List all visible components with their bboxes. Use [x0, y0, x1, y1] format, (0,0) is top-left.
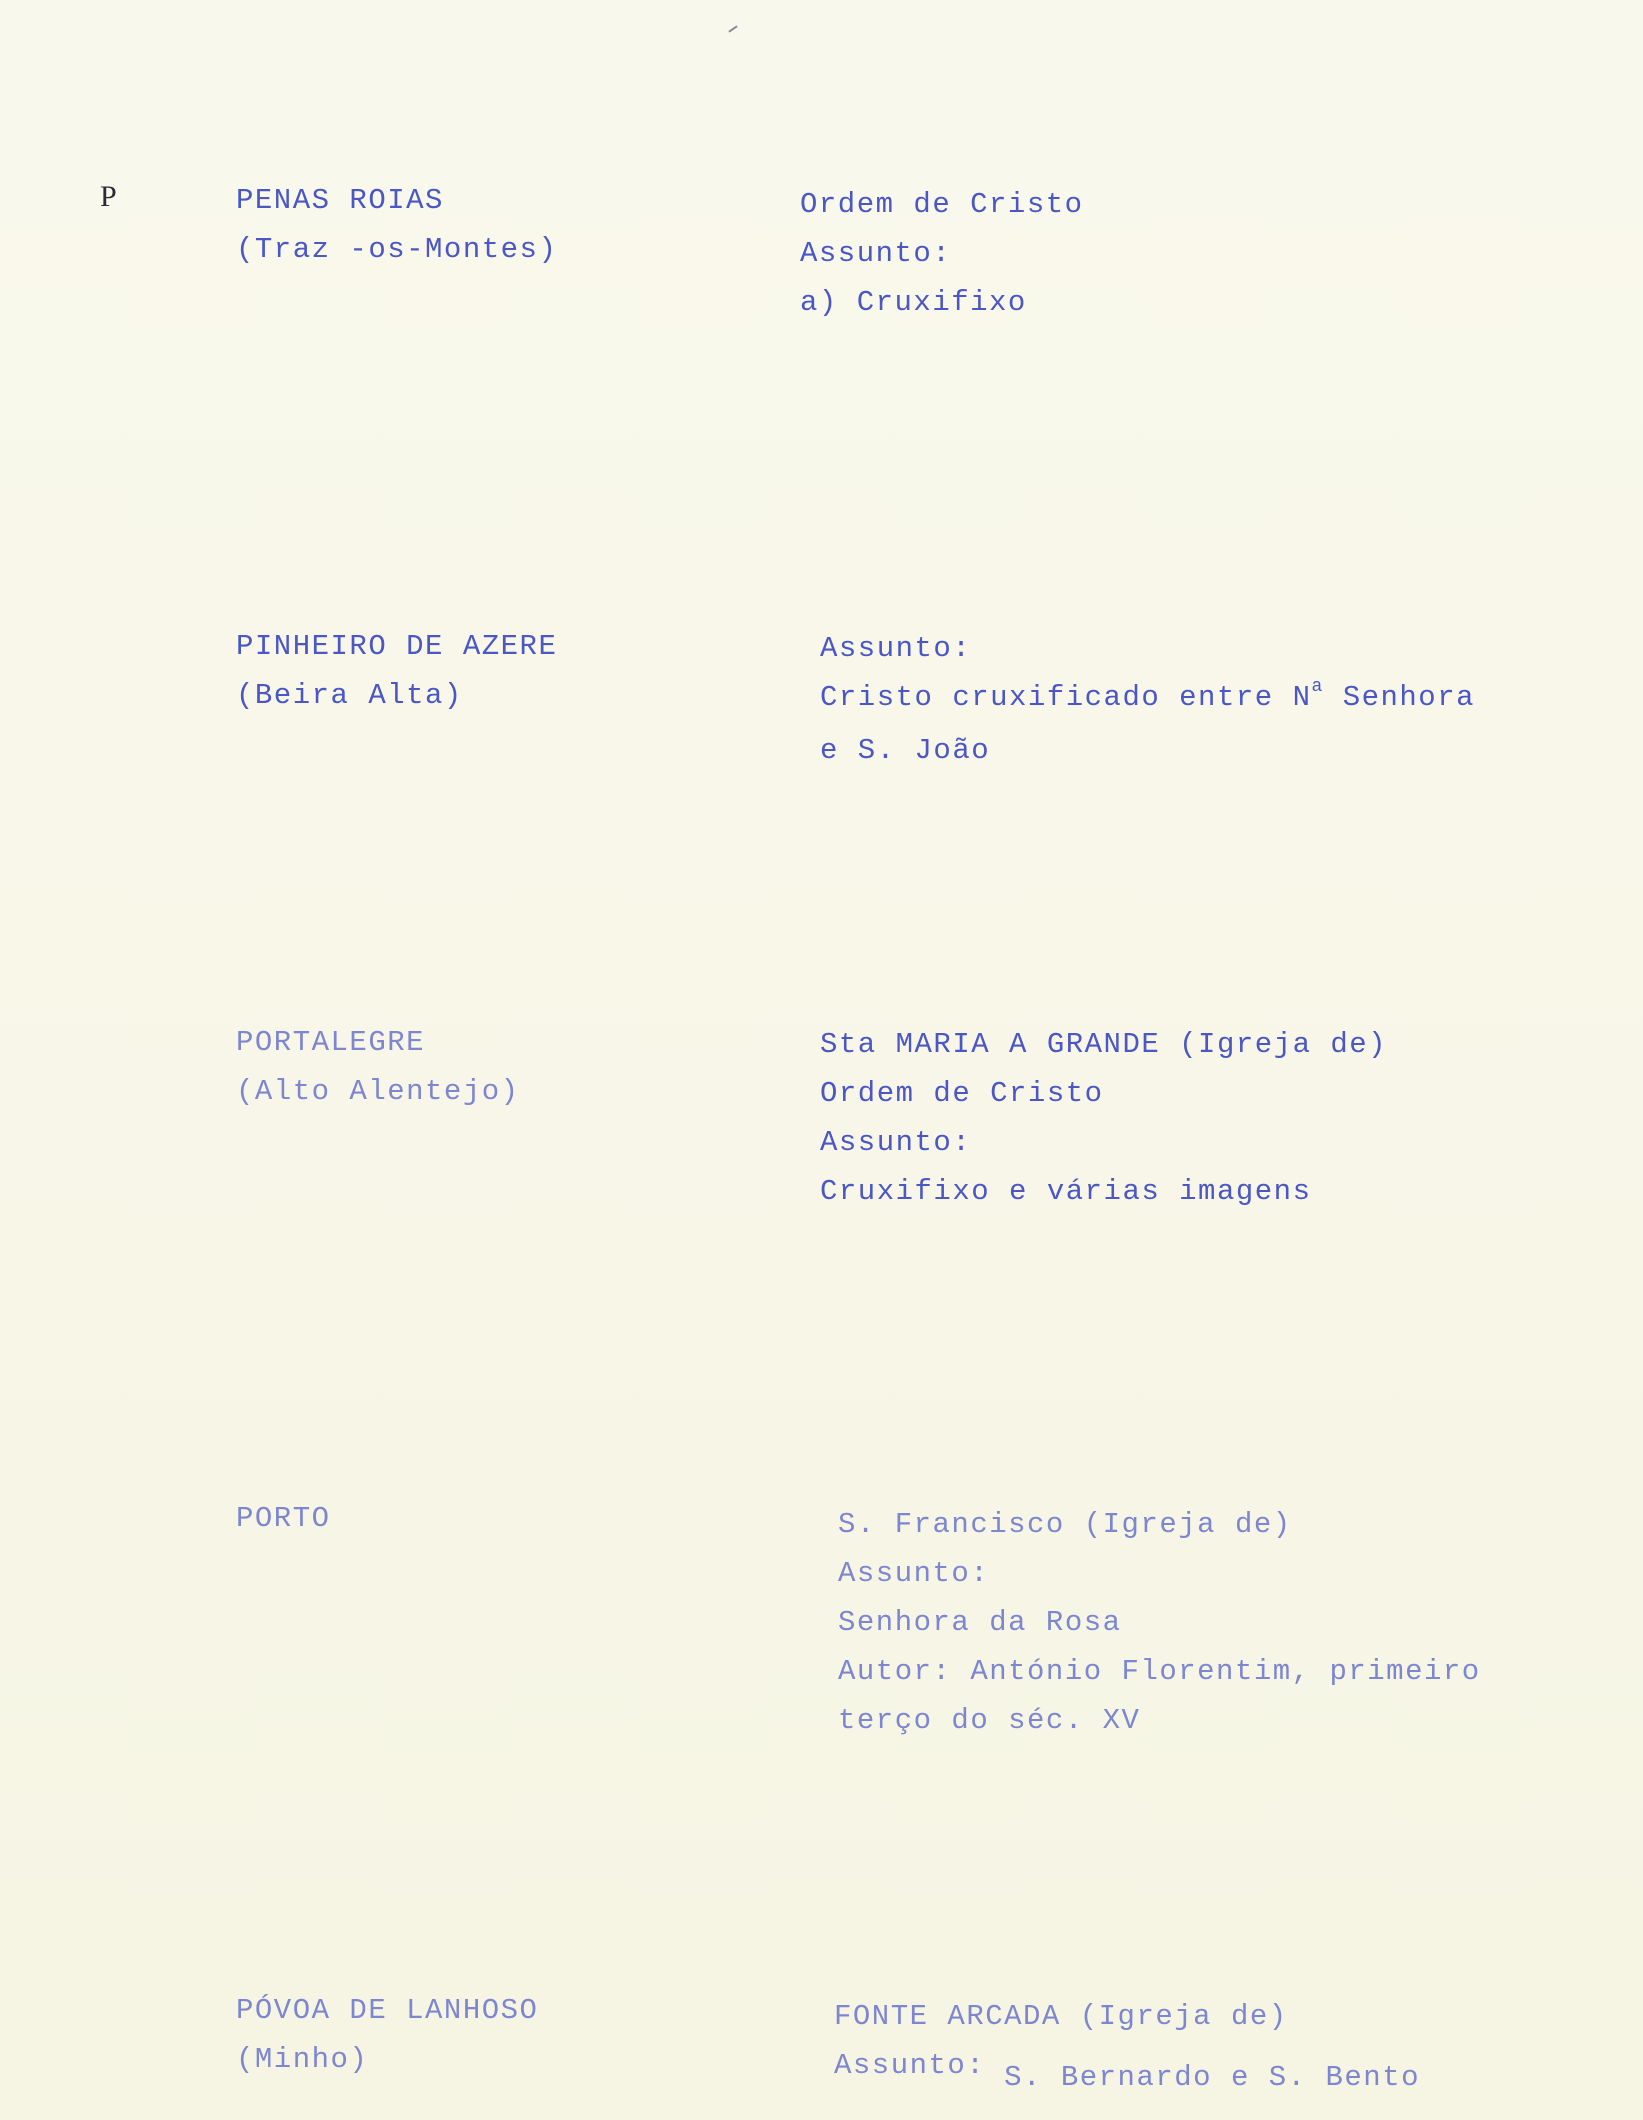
entry-location — [236, 1494, 331, 1543]
detail-line: Ordem de Cristo — [800, 188, 1084, 221]
detail-line: e S. João — [820, 734, 991, 767]
region-name: (Alto Alentejo) — [236, 1075, 520, 1108]
entry-details — [834, 1992, 1421, 2094]
region-name: (Traz -os-Montes) — [236, 233, 558, 266]
detail-line: Assunto: — [838, 1557, 990, 1590]
place-name: PINHEIRO DE AZERE — [236, 630, 558, 663]
place-name: PORTALEGRE — [236, 1026, 426, 1059]
detail-line: Sta MARIA A GRANDE (Igreja de) — [820, 1028, 1388, 1061]
entry-location — [236, 1986, 538, 2084]
detail-line: Autor: António Florentim, primeiro — [838, 1655, 1481, 1688]
detail-line: Assunto: — [820, 632, 972, 665]
detail-line: Ordem de Cristo — [820, 1077, 1104, 1110]
detail-line: FONTE ARCADA (Igreja de) — [834, 2000, 1288, 2033]
place-name: PORTO — [236, 1502, 331, 1535]
index-letter: P — [100, 180, 117, 213]
entry-details — [800, 180, 1084, 327]
entry-location — [236, 1018, 520, 1116]
detail-line: Assunto: S. Bernardo e S. Bento — [834, 2049, 1421, 2094]
detail-line: S. Francisco (Igreja de) — [838, 1508, 1292, 1541]
entry-details — [820, 1020, 1387, 1216]
pen-mark — [728, 25, 737, 32]
detail-line: a) Cruxifixo — [800, 286, 1027, 319]
place-name: PÓVOA DE LANHOSO — [236, 1994, 539, 2027]
region-name: (Beira Alta) — [236, 679, 463, 712]
entry-details — [838, 1500, 1481, 1745]
entry-location — [236, 622, 557, 720]
entry-details — [820, 624, 1475, 775]
detail-line: Assunto: — [800, 237, 952, 270]
region-name: (Minho) — [236, 2043, 369, 2076]
detail-line: Cristo cruxificado entre $N^a$ Senhora — [820, 677, 1476, 714]
detail-line: Senhora da Rosa — [838, 1606, 1122, 1639]
detail-line: Cruxifixo e várias imagens — [820, 1175, 1312, 1208]
detail-line: terço do séc. XV — [838, 1704, 1141, 1737]
detail-line: Assunto: — [820, 1126, 972, 1159]
entry-location — [236, 176, 557, 274]
place-name: PENAS ROIAS — [236, 184, 444, 217]
